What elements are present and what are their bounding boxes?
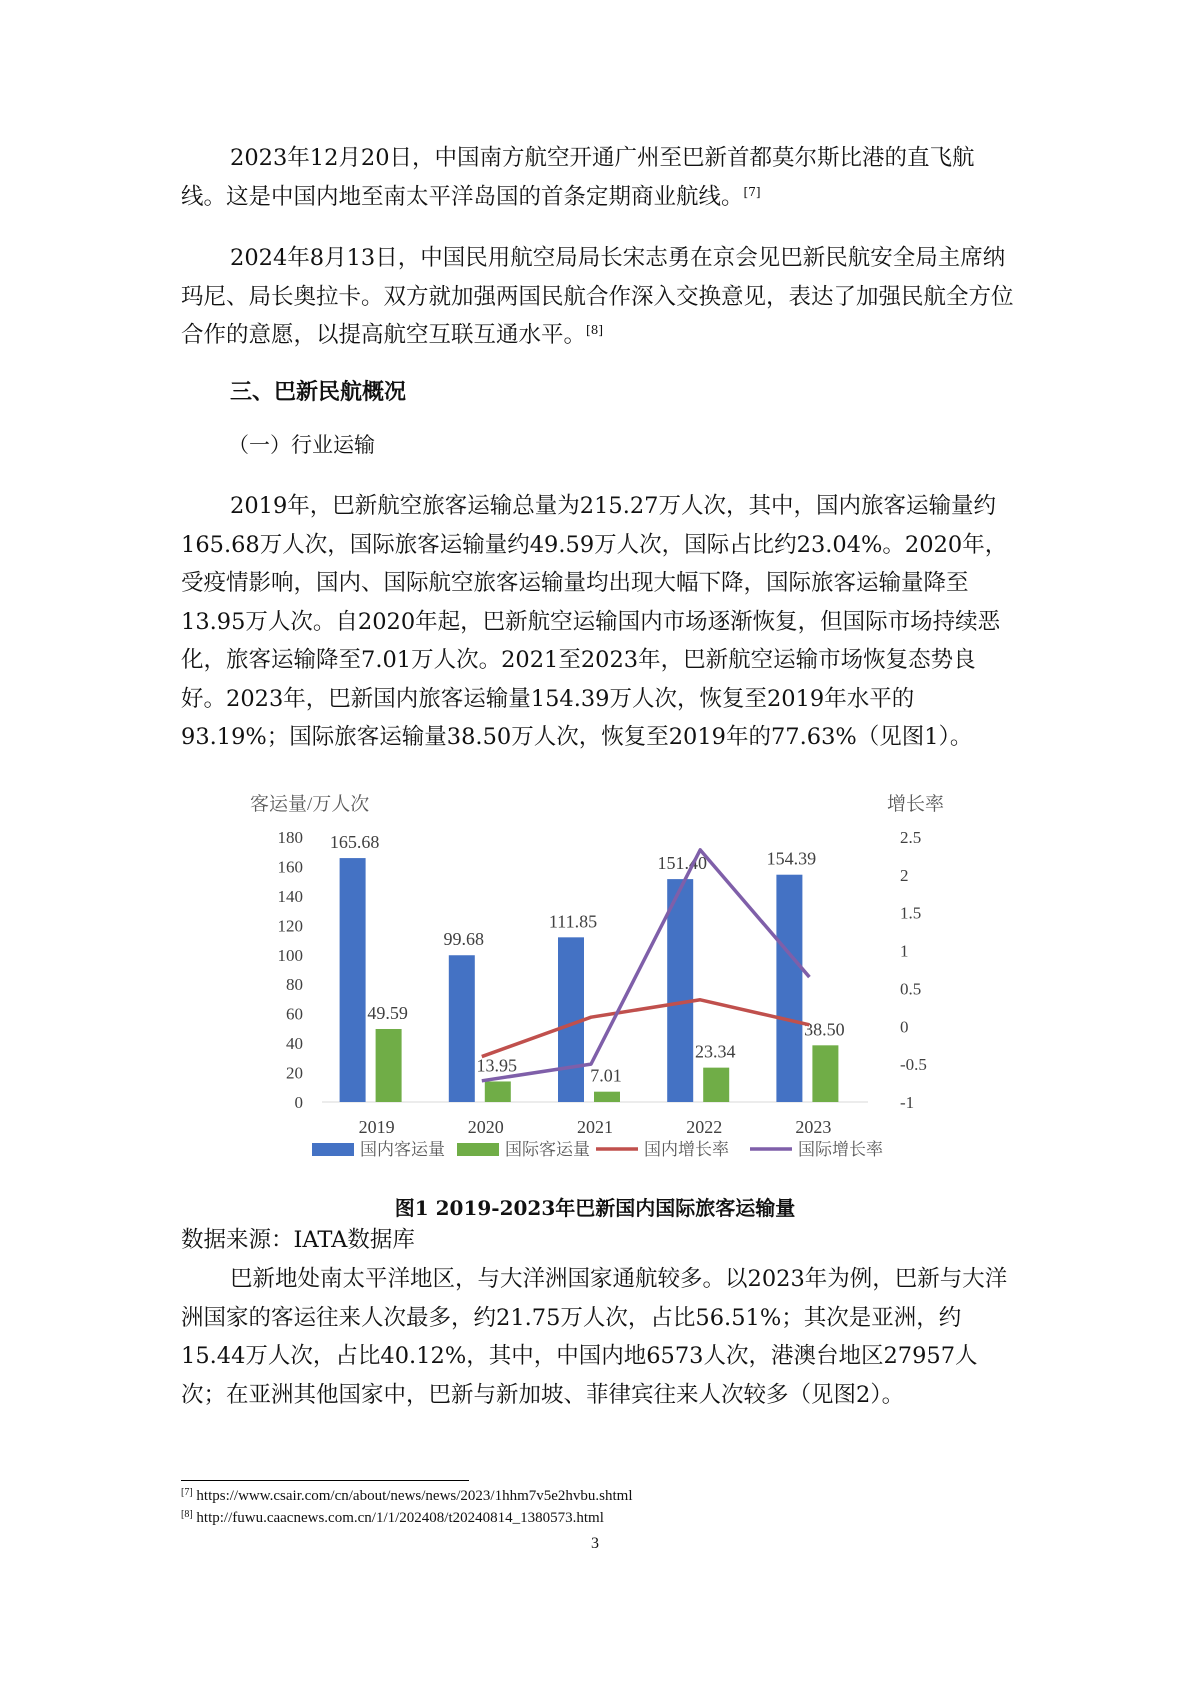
data-label-domestic: 99.68	[443, 929, 485, 950]
page-number: 3	[591, 1535, 599, 1552]
bar-international	[376, 1029, 402, 1102]
y-right-tick-label: 0.5	[900, 979, 922, 999]
paragraph-text: 2023年12月20日，中国南方航空开通广州至巴新首都莫尔斯比港的直飞航线。这是中国内地至南太平洋岛国的首条定期商业航线。	[181, 145, 975, 210]
footnote-link[interactable]: http://fuwu.caacnews.com.cn/1/1/202408/t20240814_1380573.html	[196, 1510, 604, 1526]
paragraph-routes-region	[181, 1260, 1017, 1414]
paragraph-csair-route	[181, 139, 1017, 216]
data-label-domestic: 165.68	[329, 832, 380, 853]
y-right-tick-label: 2.5	[900, 828, 922, 847]
legend-label: 国际增长率	[798, 1140, 883, 1159]
y-tick-label: 0	[294, 1093, 303, 1112]
y-tick-label: 20	[286, 1063, 303, 1083]
y-right-tick-label: 0	[900, 1017, 909, 1037]
legend-label: 国内客运量	[360, 1140, 445, 1159]
passenger-volume-chart	[0, 780, 1190, 1180]
y-tick-label: 40	[286, 1034, 303, 1054]
footnote-ref-8[interactable]: [8]	[586, 323, 604, 337]
y-tick-label: 160	[277, 857, 303, 877]
x-tick-label: 2019	[358, 1117, 395, 1137]
y-right-tick-label: -1	[900, 1093, 915, 1112]
data-label-domestic: 151.40	[657, 853, 707, 874]
paragraph-text: 巴新地处南太平洋地区，与大洋洲国家通航较多。以2023年为例，巴新与大洋洲国家的客运往来人次最多，约21.75万人次，占比56.51%；其次是亚洲，约15.44万人次，占比40.12%，其中，中国内地6573人次，港澳台地区27957人次；在亚洲其他国家中，巴新与新加坡、菲律宾往来人次较多（见图2）。	[181, 1266, 1008, 1408]
bar-domestic	[340, 858, 366, 1102]
data-label-international: 38.50	[804, 1019, 845, 1040]
y-tick-label: 140	[277, 886, 303, 906]
y-right-tick-label: 1.5	[900, 903, 922, 923]
legend-swatch	[457, 1143, 499, 1156]
bar-international	[594, 1092, 620, 1102]
subsection-heading: （一）行业运输	[228, 433, 375, 457]
x-tick-label: 2021	[577, 1117, 613, 1137]
legend-swatch	[312, 1143, 354, 1156]
paragraph-caac-meeting	[181, 239, 1017, 355]
y-tick-label: 80	[286, 975, 303, 995]
x-tick-label: 2023	[795, 1117, 832, 1137]
section-heading: 三、巴新民航概况	[230, 380, 407, 405]
y-axis-title: 客运量/万人次	[250, 794, 370, 815]
legend-label: 国内增长率	[644, 1140, 729, 1159]
y-tick-label: 60	[286, 1004, 303, 1024]
line-international-growth	[482, 850, 810, 1081]
data-label-domestic: 111.85	[548, 911, 598, 932]
x-tick-label: 2022	[686, 1117, 723, 1137]
data-source: 数据来源：IATA数据库	[181, 1227, 415, 1253]
data-label-international: 23.34	[694, 1041, 736, 1062]
bar-domestic	[667, 879, 693, 1102]
footnote-mark: [7]	[181, 1487, 193, 1498]
data-label-international: 7.01	[590, 1065, 622, 1086]
x-tick-label: 2020	[467, 1117, 504, 1137]
footnote-8	[181, 1510, 604, 1527]
bar-domestic	[449, 955, 475, 1102]
data-label-international: 13.95	[476, 1055, 518, 1076]
bar-domestic	[776, 875, 802, 1102]
footnote-link[interactable]: https://www.csair.com/cn/about/news/news/2023/1hhm7v5e2hvbu.shtml	[196, 1488, 633, 1504]
paragraph-text: 2024年8月13日，中国民用航空局局长宋志勇在京会见巴新民航安全局主席纳玛尼、局长奥拉卡。双方就加强两国民航合作深入交换意见，表达了加强民航全方位合作的意愿，以提高航空互联互通水平。	[181, 245, 1014, 348]
footnote-divider	[181, 1480, 469, 1481]
paragraph-text: 2019年，巴新航空旅客运输总量为215.27万人次，其中，国内旅客运输量约165.68万人次，国际旅客运输量约49.59万人次，国际占比约23.04%。2020年，受疫情影响，国内、国际航空旅客运输量均出现大幅下降，国际旅客运输量降至13.95万人次。自2020年起，巴新航空运输国内市场逐渐恢复，但国际市场持续恶化，旅客运输降至7.01万人次。2021至2023年，巴新航空运输市场恢复态势良好。2023年，巴新国内旅客运输量154.39万人次，恢复至2019年水平的93.19%；国际旅客运输量38.50万人次，恢复至2019年的77.63%（见图1）。	[181, 493, 1008, 750]
data-label-domestic: 154.39	[766, 848, 817, 869]
footnote-7	[181, 1488, 633, 1505]
bar-international	[812, 1045, 838, 1102]
paragraph-transport-stats	[181, 487, 1017, 757]
bar-international	[703, 1068, 729, 1102]
bar-international	[485, 1081, 511, 1102]
y-tick-label: 100	[277, 945, 303, 965]
y-tick-label: 180	[277, 828, 303, 847]
footnote-mark: [8]	[181, 1509, 193, 1520]
y-right-tick-label: 2	[900, 865, 909, 885]
line-domestic-growth	[482, 1000, 810, 1057]
legend-label: 国际客运量	[505, 1140, 590, 1159]
data-label-international: 49.59	[367, 1002, 408, 1023]
figure-caption: 图1 2019-2023年巴新国内国际旅客运输量	[394, 1196, 796, 1220]
y-tick-label: 120	[277, 916, 303, 936]
y-right-tick-label: 1	[900, 941, 909, 961]
footnote-ref-7[interactable]: [7]	[743, 184, 761, 199]
y-right-tick-label: -0.5	[900, 1055, 927, 1075]
y-axis-right-title: 增长率	[887, 794, 945, 815]
